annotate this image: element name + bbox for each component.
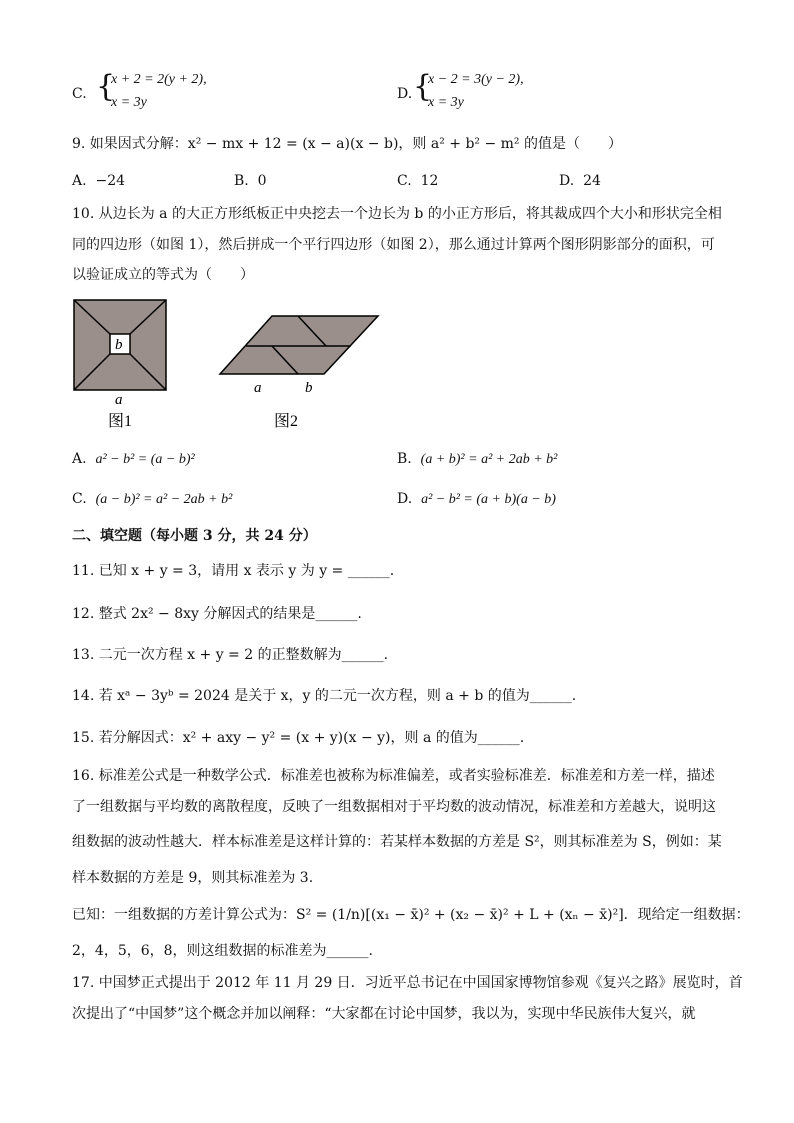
figure-caption: 图1	[108, 413, 133, 428]
option-label: C.	[397, 173, 412, 189]
option-text: (a + b)² = a² + 2ab + b²	[420, 452, 558, 467]
option-a	[72, 449, 195, 470]
option-d	[397, 489, 556, 510]
question-16-line: 样本数据的方差是 9，则其标准差为 3.	[72, 870, 314, 886]
parallelogram-shape	[220, 316, 378, 374]
option-text: −24	[95, 173, 126, 189]
option-label: C.	[72, 491, 87, 507]
segment-label-b: b	[305, 380, 313, 396]
equation-line: x = 3y	[428, 95, 464, 110]
question-17-line: 17. 中国梦正式提出于 2012 年 11 月 29 日．习近平总书记在中国国家博物馆参观《复兴之路》展览时，首	[72, 975, 743, 991]
question-16-line: 组数据的波动性越大．样本标准差是这样计算的：若某样本数据的方差是 S²，则其标准差为 S，例如：某	[72, 834, 722, 850]
option-label: C.	[72, 86, 87, 102]
option-label: D.	[559, 173, 575, 189]
option-text: 12	[420, 173, 439, 189]
option-text: a² − b² = (a − b)²	[95, 452, 195, 467]
question-11: 11. 已知 x + y = 3，请用 x 表示 y 为 y = ______.	[72, 563, 395, 579]
figure-2-parallelogram	[216, 312, 384, 430]
equation-line: x + 2 = 2(y + 2),	[111, 72, 207, 87]
figure-1-square	[70, 296, 174, 428]
question-16-formula-line: 已知：一组数据的方差计算公式为：S² = (1/n)[(x₁ − x̄)² + (x₂ − x̄)² + L + (xₙ − x̄)²]．现给定一组数据：	[72, 907, 750, 923]
question-12: 12. 整式 2x² − 8xy 分解因式的结果是______.	[72, 606, 362, 622]
question-9-stem: 9. 如果因式分解：x² − mx + 12 = (x − a)(x − b)，则 a² + b² − m² 的值是（ ）	[72, 136, 622, 152]
equation-line: x = 3y	[111, 95, 147, 110]
option-label: D.	[397, 86, 413, 102]
option-text: (a − b)² = a² − 2ab + b²	[95, 492, 233, 507]
inner-label: b	[115, 337, 123, 353]
equation-line: x − 2 = 3(y − 2),	[428, 72, 524, 87]
question-13: 13. 二元一次方程 x + y = 2 的正整数解为______.	[72, 647, 389, 663]
section-title: 二、填空题（每小题 3 分，共 24 分）	[72, 528, 317, 544]
brace-symbol: {	[96, 69, 116, 104]
question-10-line: 同的四边形（如图 1），然后拼成一个平行四边形（如图 2），那么通过计算两个图形阴影部分的面积，可	[72, 237, 715, 253]
option-label: A.	[72, 451, 87, 467]
question-16-line: 2，4，5，6，8，则这组数据的标准差为______.	[72, 943, 373, 959]
question-14: 14. 若 xᵃ − 3yᵇ = 2024 是关于 x，y 的二元一次方程，则 a + b 的值为______.	[72, 688, 577, 704]
option-c	[72, 489, 232, 510]
segment-label-a: a	[254, 380, 262, 396]
question-15: 15. 若分解因式：x² + axy − y² = (x + y)(x − y)，则 a 的值为______.	[72, 730, 525, 746]
option-c	[397, 171, 438, 191]
option-b	[397, 449, 557, 470]
option-a	[72, 171, 125, 191]
option-b	[234, 171, 267, 191]
option-label: D.	[397, 491, 413, 507]
question-16-line: 了一组数据与平均数的离散程度，反映了一组数据相对于平均数的波动情况，标准差和方差越大，说明这	[72, 799, 716, 815]
option-text: 24	[583, 173, 601, 189]
question-17-line: 次提出了“中国梦”这个概念并加以阐释：“大家都在讨论中国梦，我以为，实现中华民族伟大复兴，就	[72, 1006, 696, 1022]
question-16-line: 16. 标准差公式是一种数学公式．标准差也被称为标准偏差，或者实验标准差．标准差和方差一样，描述	[72, 768, 715, 784]
option-label: B.	[234, 173, 249, 189]
option-label: B.	[397, 451, 412, 467]
question-10-line: 10. 从边长为 a 的大正方形纸板正中央挖去一个边长为 b 的小正方形后，将其裁成四个大小和形状完全相	[72, 206, 722, 222]
option-d	[559, 171, 601, 191]
brace-symbol: {	[413, 69, 433, 104]
option-label: A.	[72, 173, 87, 189]
question-10-line: 以验证成立的等式为（ ）	[72, 267, 254, 283]
figure-caption: 图2	[274, 413, 299, 430]
side-label: a	[115, 392, 123, 408]
option-text: 0	[257, 173, 267, 189]
option-text: a² − b² = (a + b)(a − b)	[421, 492, 556, 507]
